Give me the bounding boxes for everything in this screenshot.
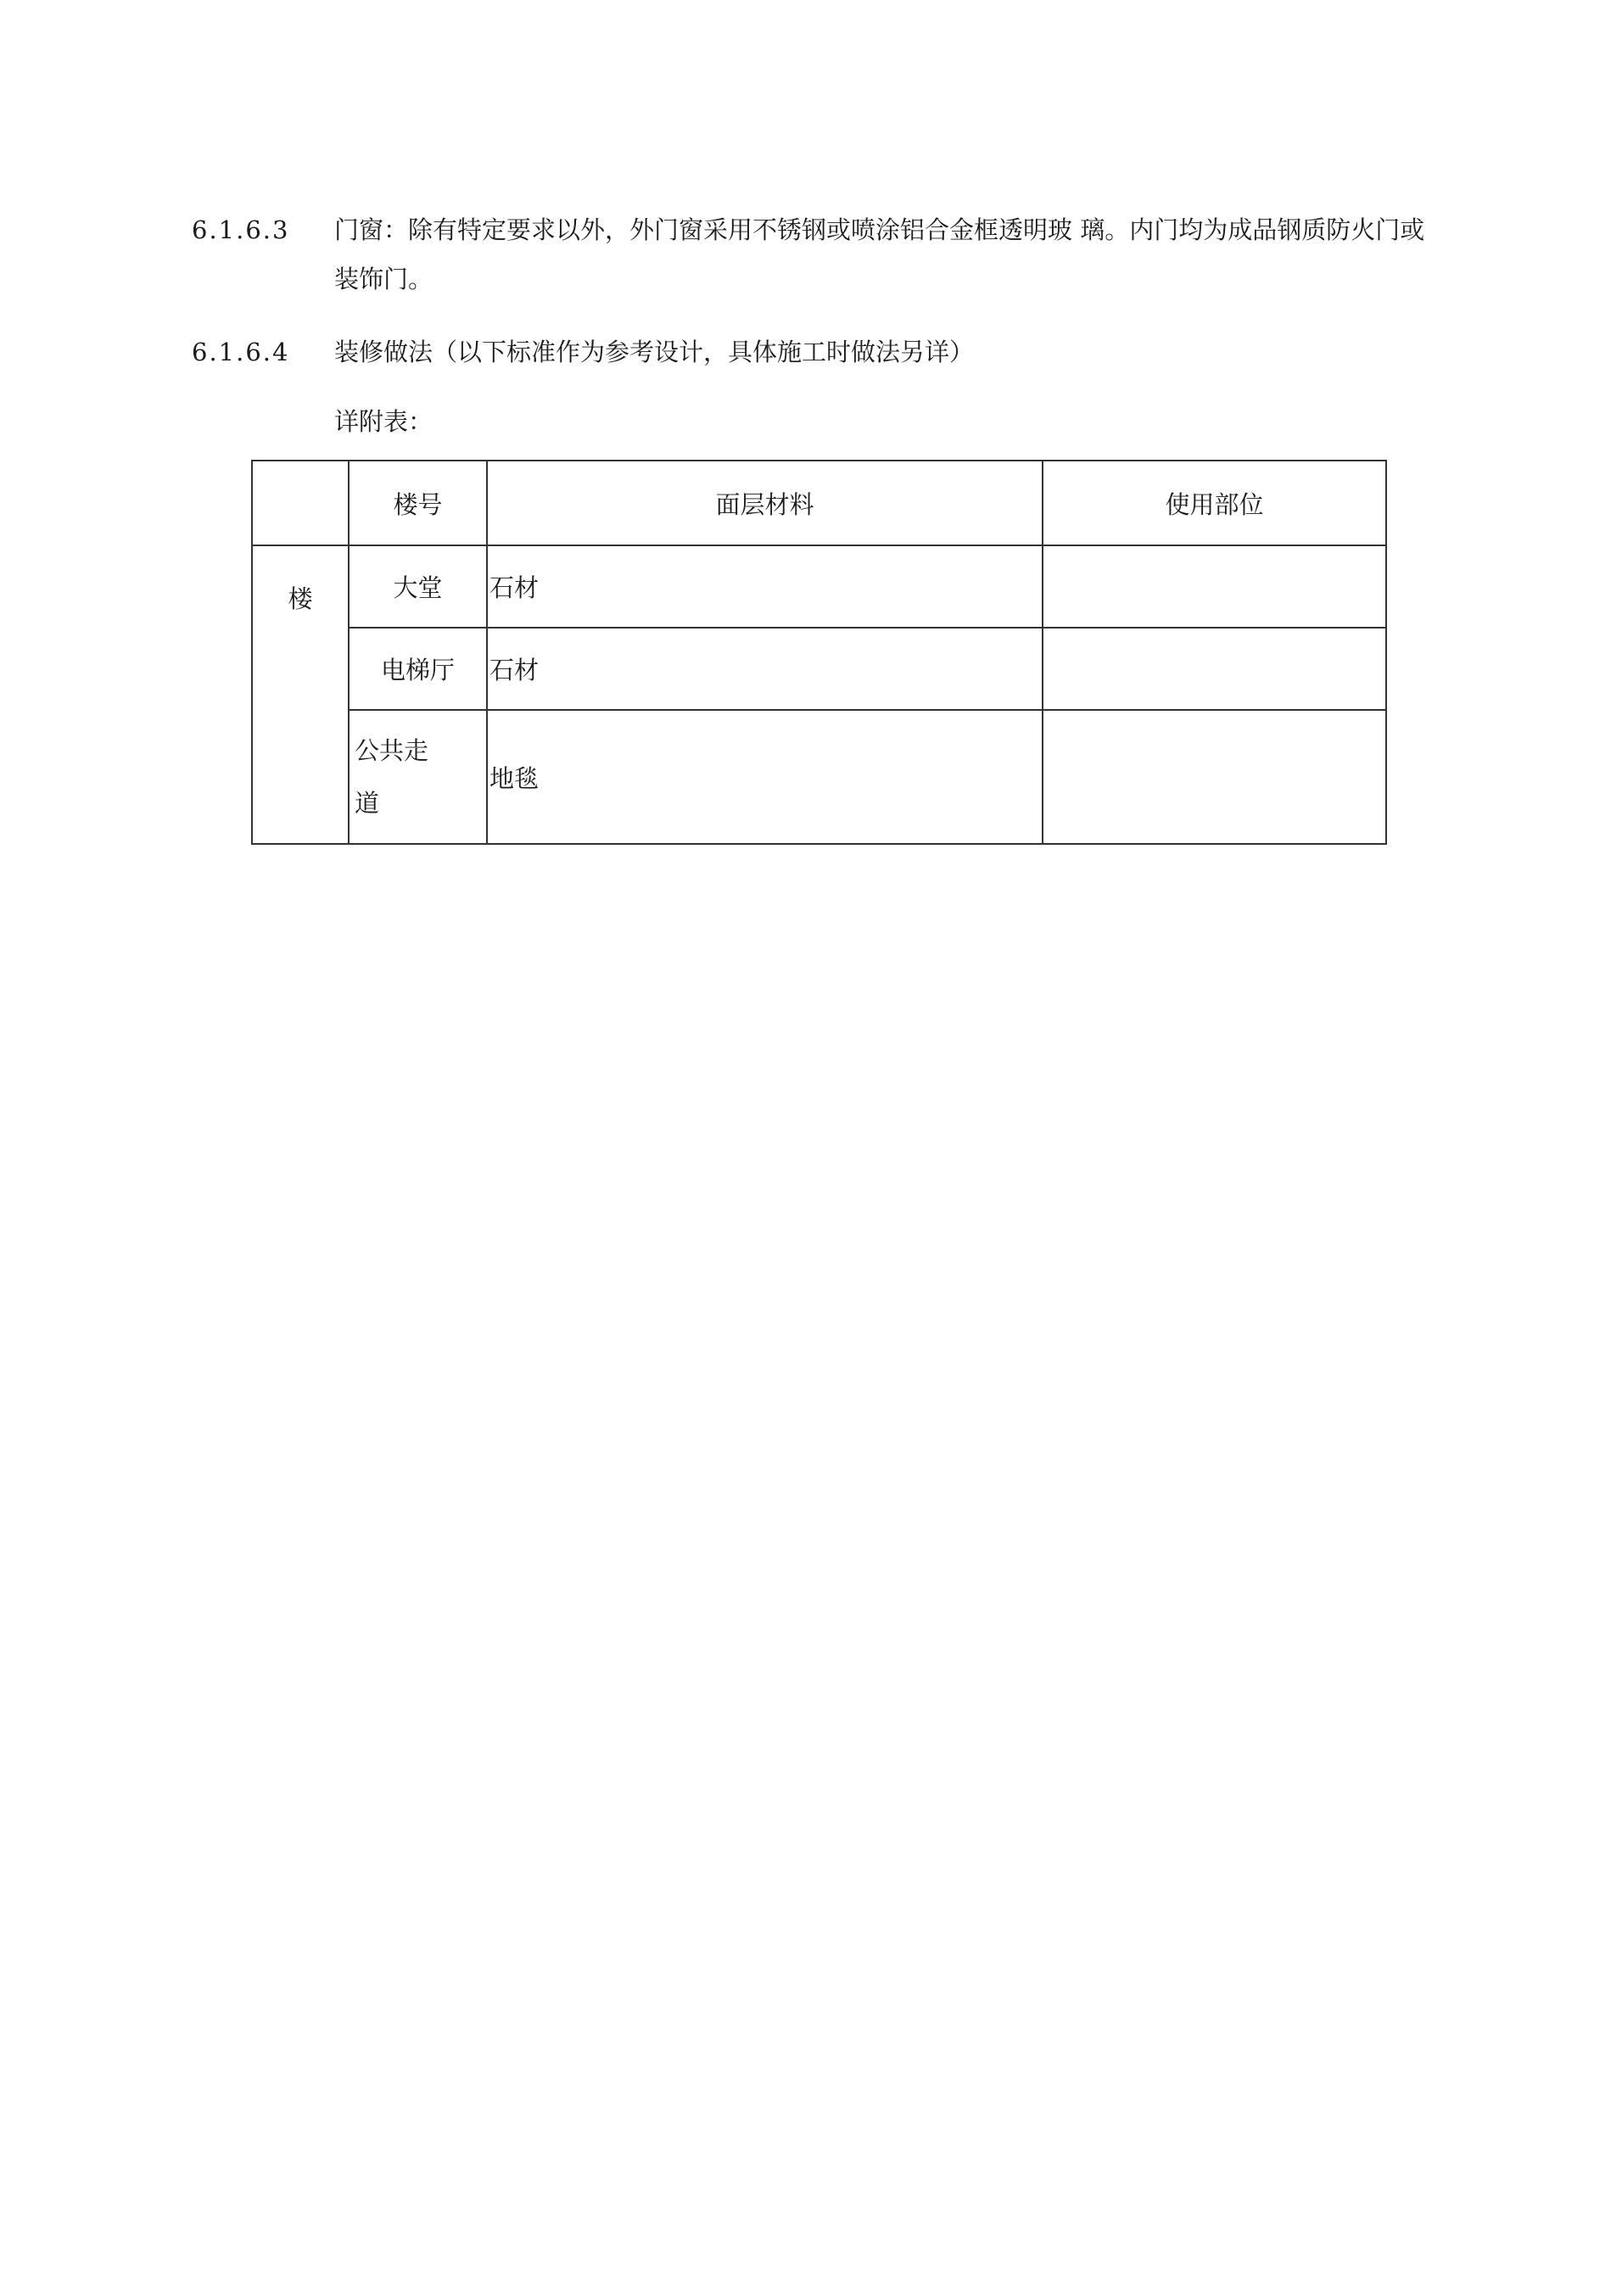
area-cell: 电梯厅 — [349, 628, 487, 710]
location-cell — [1043, 628, 1386, 710]
header-cell-material: 面层材料 — [487, 461, 1043, 545]
material-cell: 地毯 — [487, 710, 1043, 844]
table-note: 详附表： — [334, 407, 433, 436]
section-6-1-6-3 — [192, 205, 1447, 304]
header-cell-location: 使用部位 — [1043, 461, 1386, 545]
section-text: 装修做法（以下标准作为参考设计，具体施工时做法另详） — [334, 338, 975, 366]
section-6-1-6-4 — [192, 327, 1447, 377]
area-cell — [349, 710, 487, 844]
header-cell-blank — [252, 461, 349, 545]
section-text: 门窗：除有特定要求以外，外门窗采用不锈钢或喷涂铝合金框透明玻 璃。内门均为成品钢质防火门或装饰门。 — [334, 215, 1425, 293]
table-row — [252, 710, 1386, 844]
section-number: 6.1.6.4 — [192, 338, 290, 366]
decoration-table — [251, 460, 1387, 845]
area-cell: 大堂 — [349, 545, 487, 628]
area-cell-text: 公共走道 — [355, 736, 429, 818]
material-cell: 石材 — [487, 628, 1043, 710]
table-header-row — [252, 461, 1386, 545]
location-cell — [1043, 545, 1386, 628]
section-number: 6.1.6.3 — [192, 215, 290, 244]
location-cell — [1043, 710, 1386, 844]
group-label-cell: 楼 — [252, 545, 349, 844]
table-row — [252, 545, 1386, 628]
header-cell-building: 楼号 — [349, 461, 487, 545]
table-row — [252, 628, 1386, 710]
material-cell: 石材 — [487, 545, 1043, 628]
